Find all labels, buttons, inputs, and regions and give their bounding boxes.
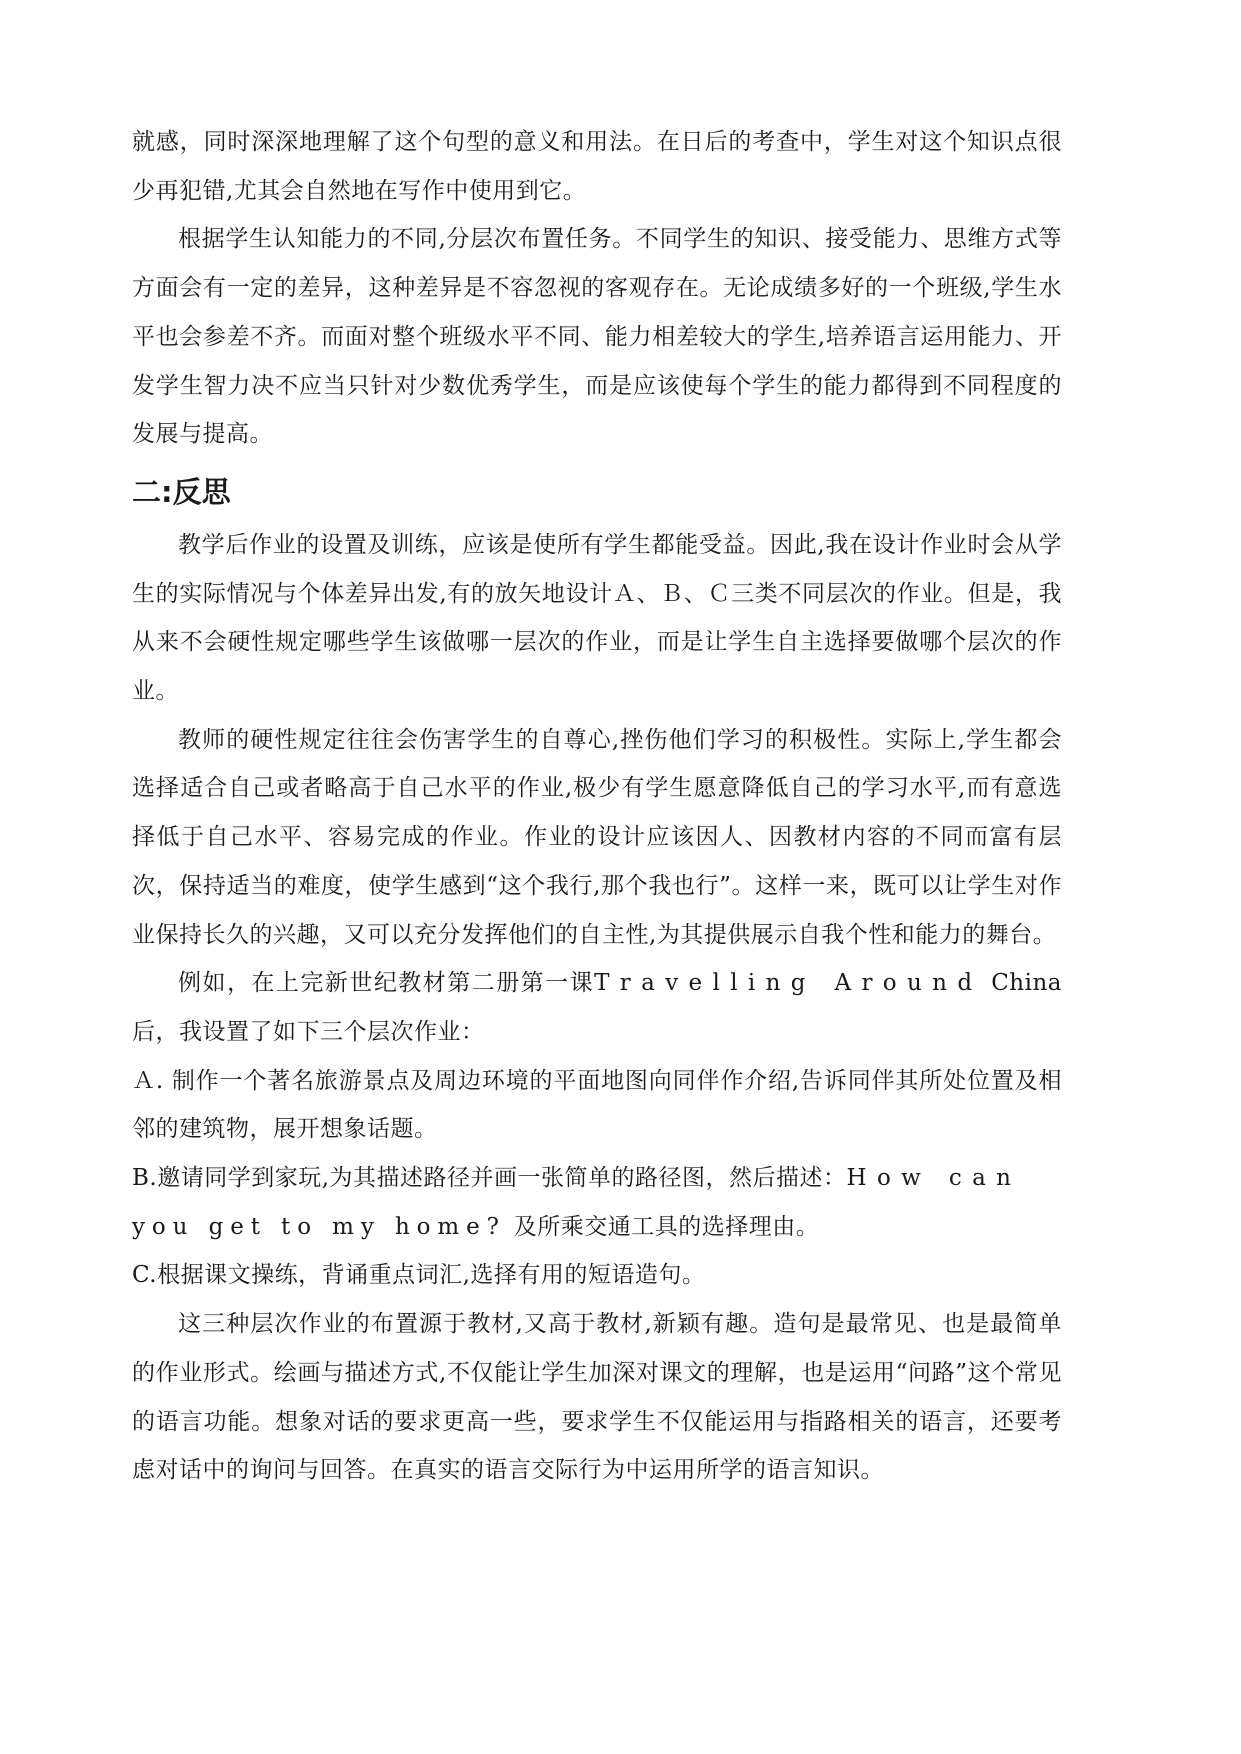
document-page [132,118,1062,1495]
task-b-tail: 及所乘交通工具的选择理由。 [505,1213,820,1240]
task-a: Ａ. 制作一个著名旅游景点及周边环境的平面地图向同伴作介绍,告诉同伴其所处位置及相邻的建筑物，展开想象话题。 [132,1067,1062,1143]
paragraph-homework-design: 教学后作业的设置及训练，应该是使所有学生都能受益。因此,我在设计作业时会从学生的实际情况与个体差异出发,有的放矢地设计Ａ、Ｂ、Ｃ三类不同层次的作业。但是，我从来不会硬性规定哪些学生该做哪一层次的作业，而是让学生自主选择要做哪个层次的作业。 [132,531,1062,705]
paragraph-closing: 这三种层次作业的布置源于教材,又高于教材,新颖有趣。造句是最常见、也是最简单的作业形式。绘画与描述方式,不仅能让学生加深对课文的理解，也是运用“问路”这个常见的语言功能。想象对话的要求更高一些，要求学生不仅能运用与指路相关的语言，还要考虑对话中的询问与回答。在真实的语言交际行为中运用所学的语言知识。 [132,1311,1062,1484]
task-b [132,1154,1062,1251]
section-heading: 二:反思 [132,474,231,509]
paragraph-layered-tasks: 根据学生认知能力的不同,分层次布置任务。不同学生的知识、接受能力、思维方式等方面会有一定的差异，这种差异是不容忽视的客观存在。无论成绩多好的一个班级,学生水平也会参差不齐。而面对整个班级水平不同、能力相差较大的学生,培养语言运用能力、开发学生智力决不应当只针对少数优秀学生，而是应该使每个学生的能力都得到不同程度的发展与提高。 [132,226,1062,448]
task-b-question-start: How can [846,1165,1022,1192]
example-course-title: Travelling Around [594,970,983,997]
paragraph-continuation: 就感，同时深深地理解了这个句型的意义和用法。在日后的考查中，学生对这个知识点很少再犯错,尤其会自然地在写作中使用到它。 [132,129,1062,204]
task-b-question-end: you get to my home? [132,1213,506,1240]
example-intro-after: 后，我设置了如下三个层次作业： [132,1018,485,1045]
task-c: C.根据课文操练，背诵重点词汇,选择有用的短语造句。 [132,1262,706,1289]
paragraph-teacher-rules: 教师的硬性规定往往会伤害学生的自尊心,挫伤他们学习的积极性。实际上,学生都会选择适合自己或者略高于自己水平的作业,极少有学生愿意降低自己的学习水平,而有意选择低于自己水平、容易完成的作业。作业的设计应该因人、因教材内容的不同而富有层次，保持适当的难度，使学生感到“这个我行,那个我也行”。这样一来，既可以让学生对作业保持长久的兴趣，又可以充分发挥他们的自主性,为其提供展示自我个性和能力的舞台。 [132,726,1062,948]
example-course-title-tail: China [982,970,1062,997]
example-intro-before: 例如，在上完新世纪教材第二册第一课 [178,970,595,997]
task-b-text: B.邀请同学到家玩,为其描述路径并画一张简单的路径图，然后描述： [132,1165,847,1192]
paragraph-example-intro [132,959,1062,1056]
